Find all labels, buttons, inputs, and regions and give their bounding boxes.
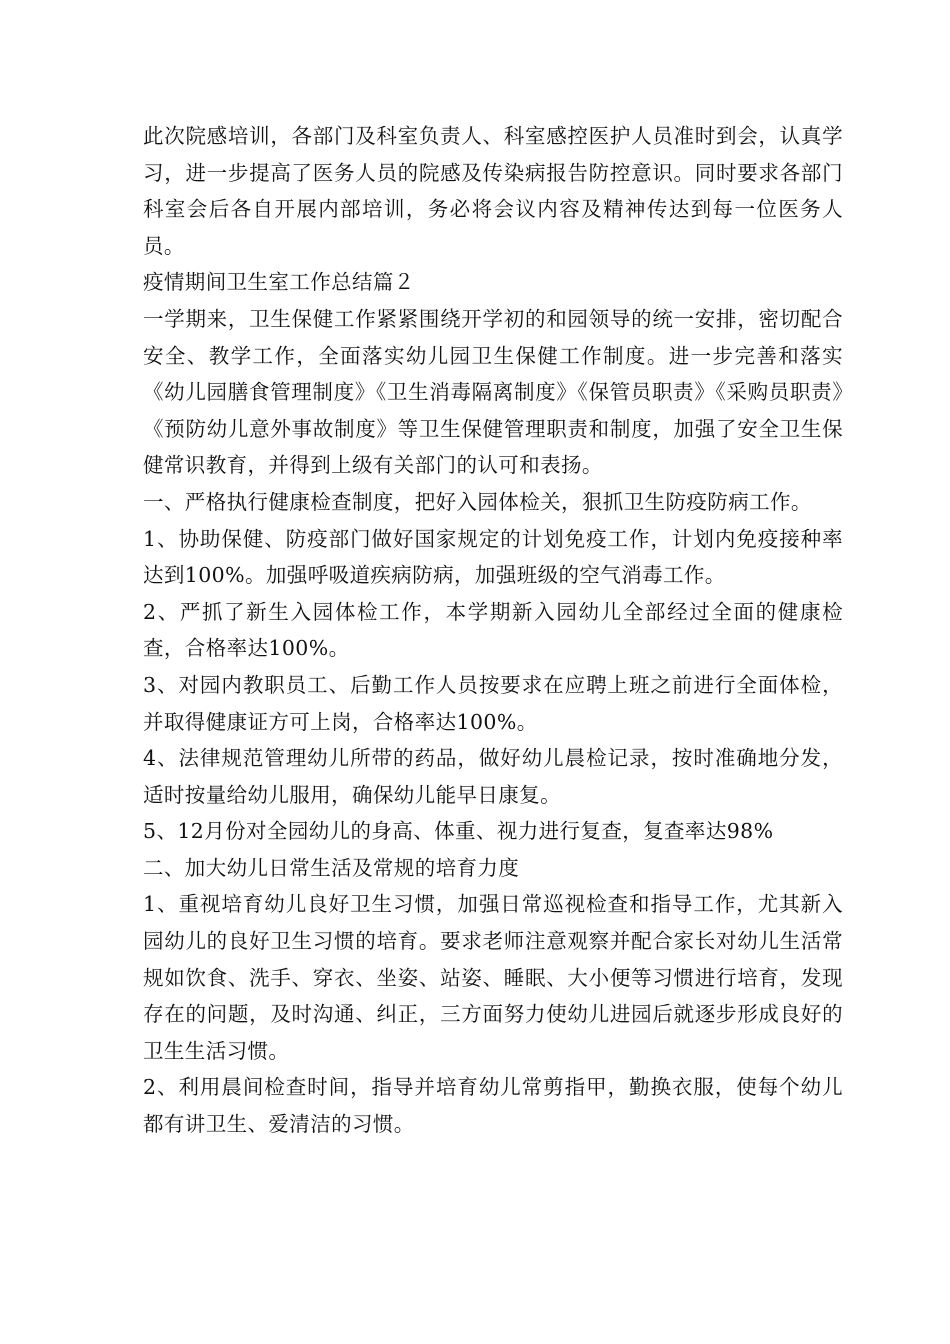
document-body xyxy=(143,118,843,1143)
section-heading-2: 二、加大幼儿日常生活及常规的培育力度 xyxy=(143,855,520,880)
list-item: 2、严抓了新生入园体检工作，本学期新入园幼儿全部经过全面的健康检查，合格率达100%。 xyxy=(143,599,843,661)
section-title: 疫情期间卫生室工作总结篇２ xyxy=(143,270,415,295)
list-item: 4、法律规范管理幼儿所带的药品，做好幼儿晨检记录，按时准确地分发，适时按量给幼儿服用，确保幼儿能早日康复。 xyxy=(143,746,843,807)
list-item: 5、12月份对全园幼儿的身高、体重、视力进行复查，复查率达98% xyxy=(143,819,774,844)
section-heading-1: 一、严格执行健康检查制度，把好入园体检关，狠抓卫生防疫防病工作。 xyxy=(143,489,812,514)
paragraph-training-summary: 此次院感培训，各部门及科室负责人、科室感控医护人员准时到会，认真学习，进一步提高了医务人员的院感及传染病报告防控意识。同时要求各部门科室会后各自开展内部培训，务必将会议内容及精神传达到每一位医务人员。 xyxy=(143,124,843,258)
paragraph-intro: 一学期来，卫生保健工作紧紧围绕开学初的和园领导的统一安排，密切配合安全、教学工作，全面落实幼儿园卫生保健工作制度。进一步完善和落实《幼儿园膳食管理制度》《卫生消毒隔离制度》《保管员职责》《采购员职责》《预防幼儿意外事故制度》等卫生保健管理职责和制度，加强了安全卫生保健常识教育，并得到上级有关部门的认可和表扬。 xyxy=(143,306,843,478)
list-item: 1、协助保健、防疫部门做好国家规定的计划免疫工作，计划内免疫接种率达到100%。加强呼吸道疾病防病，加强班级的空气消毒工作。 xyxy=(143,526,843,588)
list-item: 1、重视培育幼儿良好卫生习惯，加强日常巡视检查和指导工作，尤其新入园幼儿的良好卫生习惯的培育。要求老师注意观察并配合家长对幼儿生活常规如饮食、洗手、穿衣、坐姿、站姿、睡眠、大小便等习惯进行培育，发现存在的问题，及时沟通、纠正，三方面努力使幼儿进园后就逐步形成良好的卫生生活习惯。 xyxy=(143,892,843,1063)
list-item: 3、对园内教职员工、后勤工作人员按要求在应聘上班之前进行全面体检，并取得健康证方可上岗，合格率达100%。 xyxy=(143,672,843,734)
list-item: 2、利用晨间检查时间，指导并培育幼儿常剪指甲，勤换衣服，使每个幼儿都有讲卫生、爱清洁的习惯。 xyxy=(143,1075,843,1137)
